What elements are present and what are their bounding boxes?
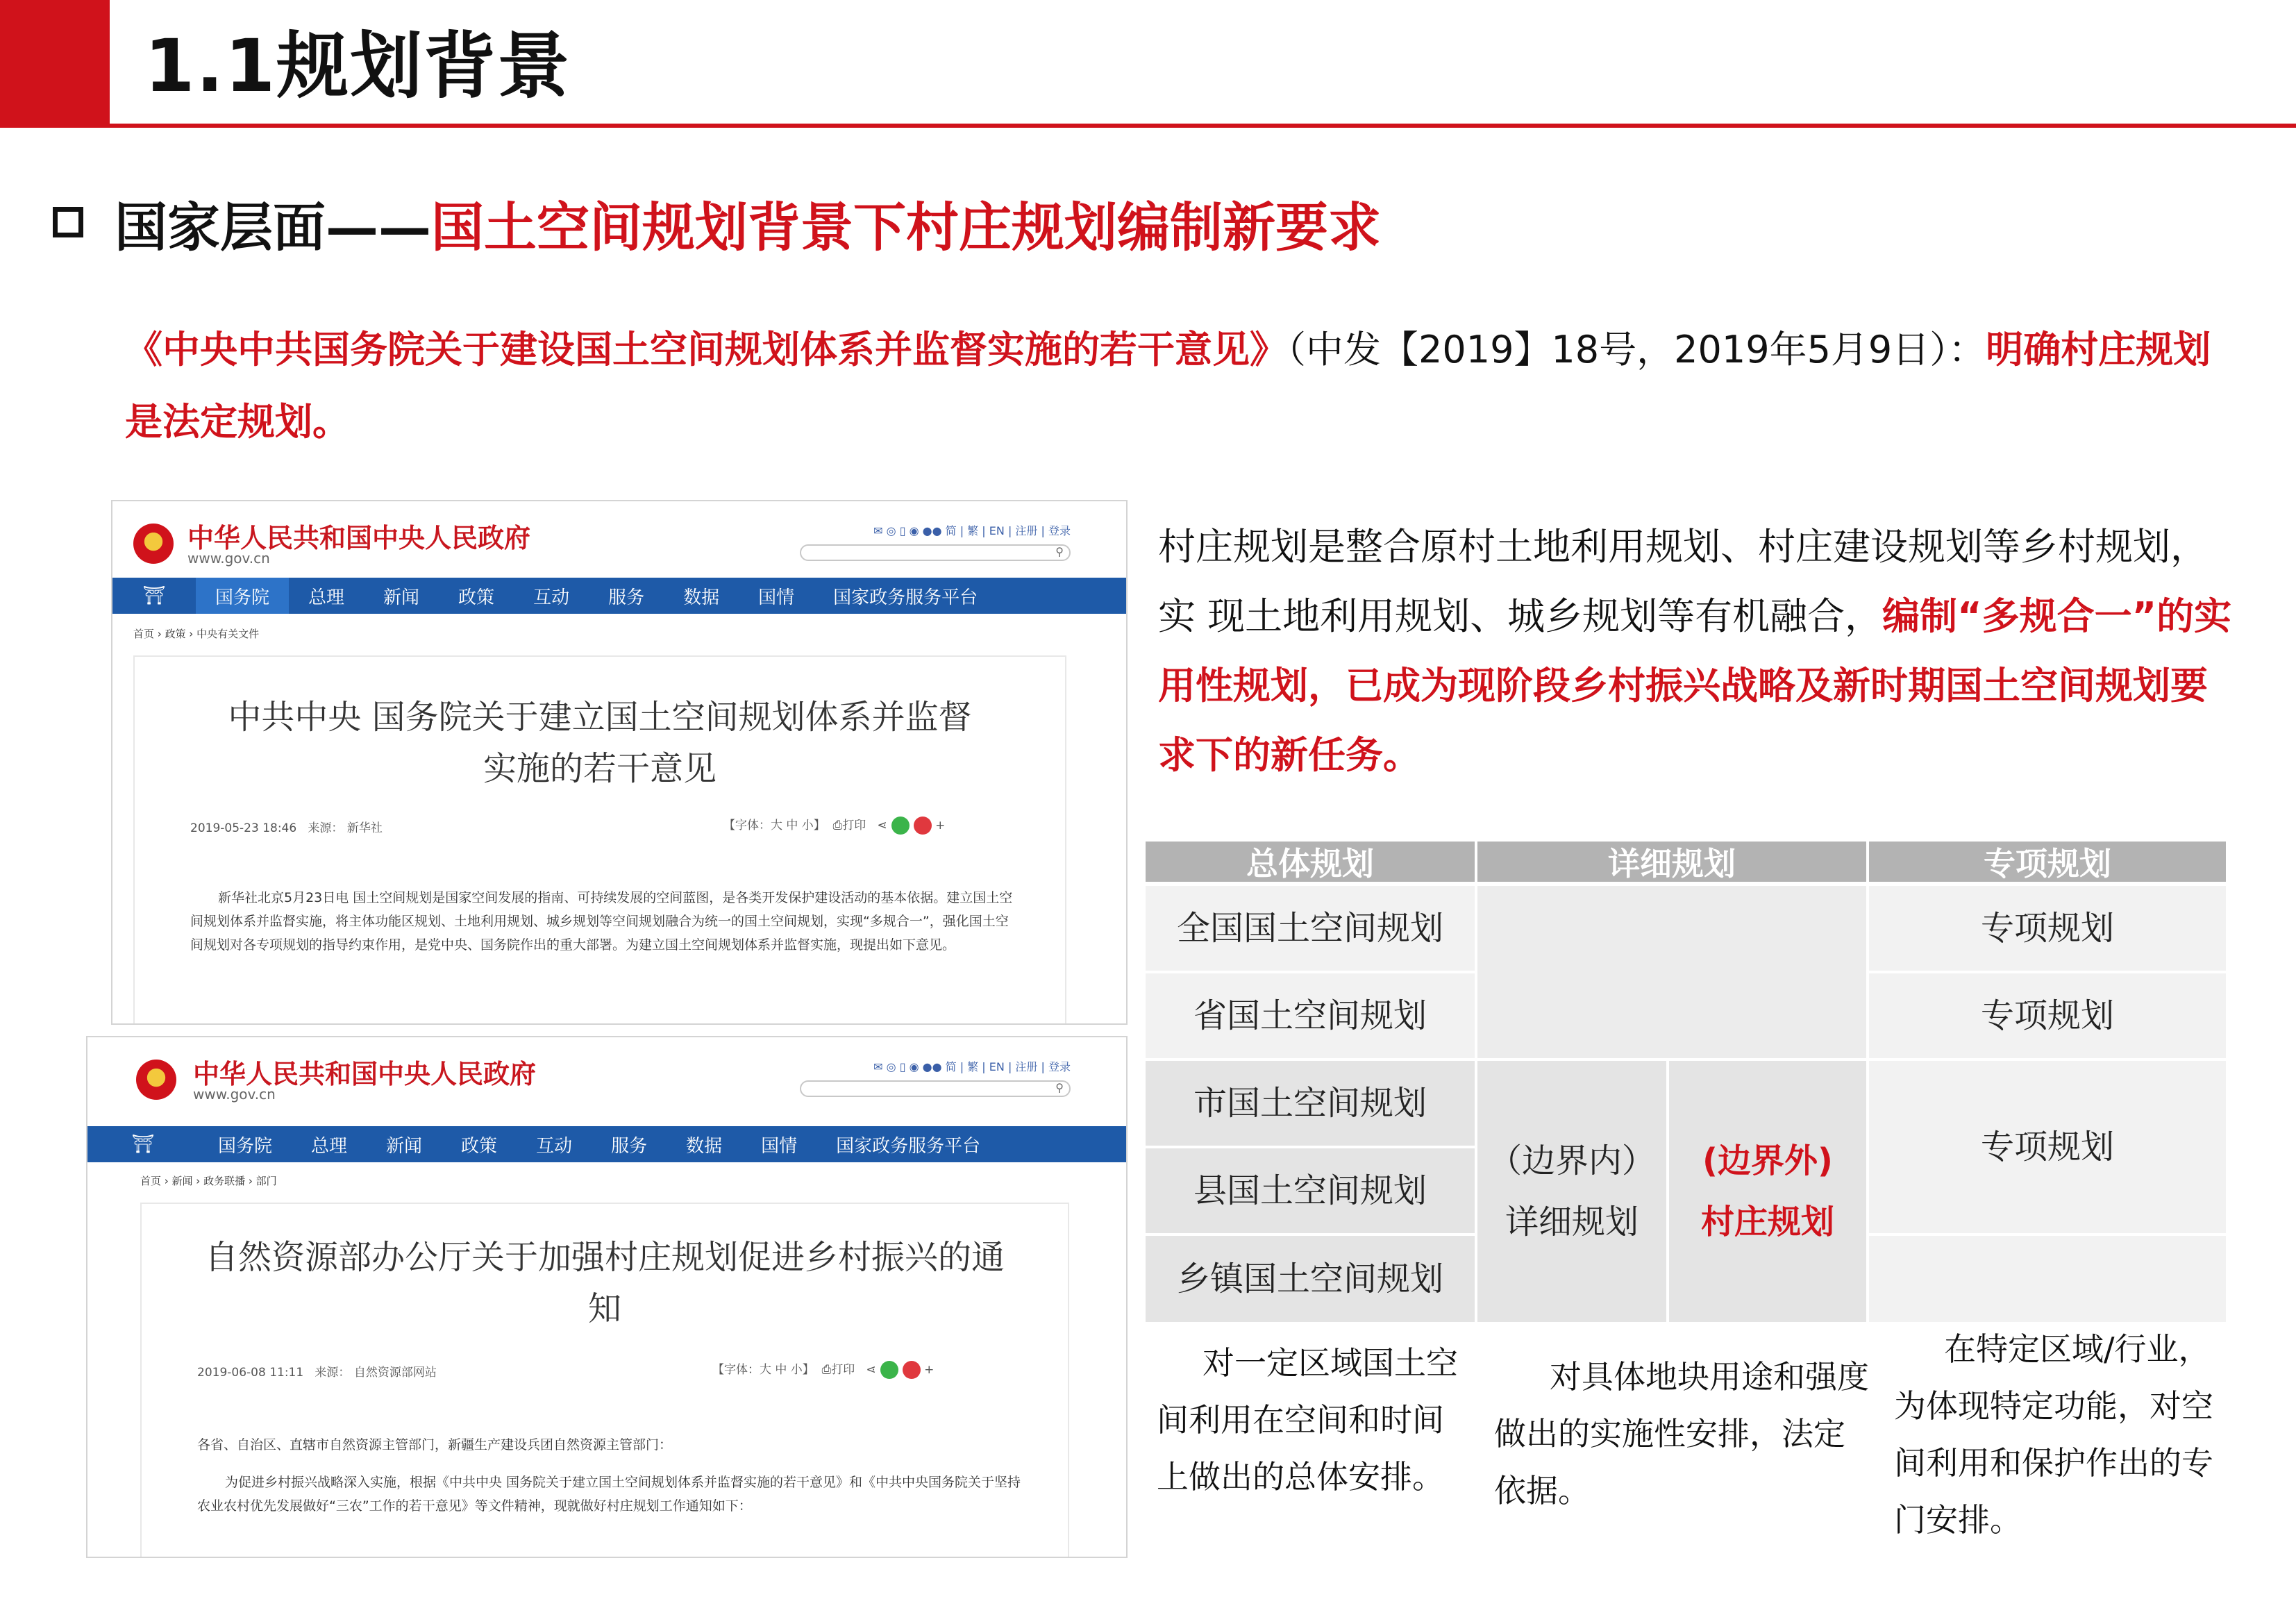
special-plan-township-empty [1869, 1236, 2226, 1322]
level-township: 乡镇国土空间规划 [1146, 1236, 1475, 1322]
top-links-text[interactable]: 简 | 繁 | EN | 注册 | 登录 [945, 1060, 1071, 1073]
village-plan-outside-boundary: (边界外) 村庄规划 [1669, 1061, 1866, 1322]
special-plan-provincial: 专项规划 [1869, 973, 2226, 1058]
special-plan-national: 专项规划 [1869, 886, 2226, 971]
nav-item-state-council[interactable]: 国务院 [196, 578, 289, 614]
print-icon[interactable]: ⎙ [821, 1363, 832, 1377]
nav-item-data[interactable]: 数据 [686, 1135, 723, 1157]
desc-overall: 对一定区域国土空间利用在空间和时间上做出的总体安排。 [1157, 1344, 1458, 1496]
level-provincial: 省国土空间规划 [1146, 973, 1475, 1058]
desc-special: 在特定区域/行业，为体现特定功能，对空间利用和保护作出的专门安排。 [1894, 1330, 2213, 1539]
wechat-icon[interactable] [880, 1361, 898, 1379]
share-icon[interactable]: ⋖ [866, 1363, 876, 1377]
tiananmen-logo-icon[interactable]: ⛩ [131, 1134, 155, 1155]
nav-item-premier[interactable]: 总理 [308, 587, 345, 608]
gov-nav-bar [87, 1126, 1126, 1162]
nav-item-premier[interactable]: 总理 [311, 1135, 348, 1157]
article-body: 新华社北京5月23日电 国土空间规划是国家空间发展的指南、可持续发展的空间蓝图，是各类开发保护建设活动的基本依据。建立国土空间规划体系并监督实施，将主体功能区规划、土地利用规划、城乡规划等空间规划融合为统一的国土空间规划，实现“多规合一”，强化国土空间规划对各专项规划的指导约束作用，是党中央、国务院作出的重大部署。为建立国土空间规划体系并监督实施，现提出如下意见。 [190, 890, 1013, 953]
nav-item-service[interactable]: 服务 [611, 1135, 648, 1157]
nav-item-policy[interactable]: 政策 [461, 1135, 498, 1157]
right-paragraph [1158, 512, 2241, 790]
gov-screenshot-2 [86, 1036, 1128, 1558]
planning-table [1146, 842, 2226, 1330]
special-plan-municipal-county: 专项规划 [1869, 1061, 2226, 1233]
nav-item-interaction[interactable]: 互动 [533, 587, 570, 608]
col-header-detailed: 详细规划 [1477, 842, 1866, 882]
article-date: 2019-06-08 11:11 [197, 1366, 304, 1380]
plus-icon[interactable]: + [935, 819, 946, 832]
article-salutation: 各省、自治区、直辖市自然资源主管部门，新疆生产建设兵团自然资源主管部门： [197, 1437, 673, 1453]
gov-site-header [112, 501, 1126, 583]
level-national: 全国国土空间规划 [1146, 886, 1475, 971]
desc-detailed: 对具体地块用途和强度做出的实施性安排，法定依据。 [1494, 1358, 1869, 1509]
wechat-icon[interactable] [891, 817, 910, 835]
nav-item-news[interactable]: 新闻 [383, 587, 420, 608]
intro-paragraph [125, 314, 2229, 458]
intro-conclusion: 明确村庄规划是法定规划。 [125, 328, 2211, 444]
print-icon[interactable]: ⎙ [832, 819, 843, 832]
heading-highlight: 国土空间规划背景下村庄规划编制新要求 [431, 196, 1381, 258]
article-meta [190, 818, 383, 835]
level-county: 县国土空间规划 [1146, 1148, 1475, 1233]
article-body: 为促进乡村振兴战略深入实施，根据《中共中央 国务院关于建立国土空间规划体系并监督实施的若干意见》和《中共中央国务院关于坚持农业农村优先发展做好“三农”工作的若干意见》等文件精神，现就做好村庄规划工作通知如下： [197, 1475, 1021, 1514]
right-paragraph-highlight: 编制“多规合一”的实用性规划，已成为现阶段乡村振兴战略及新时期国土空间规划要求下的新任务。 [1158, 594, 2232, 777]
nav-item-policy[interactable]: 政策 [458, 587, 495, 608]
article-title: 中共中央 国务院关于建立国土空间规划体系并监督实施的若干意见 [228, 698, 972, 788]
intro-doc-title: 《中央中共国务院关于建设国土空间规划体系并监督实施的若干意见》 [125, 328, 1287, 371]
search-input[interactable] [800, 544, 1071, 561]
detailed-empty-cell [1477, 886, 1866, 1058]
article-source: 来源： 新华社 [308, 821, 383, 835]
intro-doc-ref: （中发【2019】18号，2019年5月9日）： [1287, 328, 1986, 371]
national-emblem-icon [133, 524, 174, 564]
print-link[interactable]: 打印 [831, 1363, 855, 1377]
search-input[interactable] [800, 1080, 1071, 1097]
gov-site-header [87, 1037, 1126, 1119]
breadcrumb[interactable]: 首页 › 政策 › 中央有关文件 [133, 628, 260, 640]
font-size-control[interactable]: 【字体：大 中 小】 [723, 819, 826, 832]
nav-item-data[interactable]: 数据 [683, 587, 720, 608]
right-paragraph-text: 村庄规划是整合原村土地利用规划、村庄建设规划等乡村规划，实 现土地利用规划、城乡规划等有机融合， [1158, 525, 2208, 638]
nav-item-national[interactable]: 国情 [758, 587, 795, 608]
breadcrumb[interactable]: 首页 › 新闻 › 政务联播 › 部门 [140, 1175, 277, 1187]
national-emblem-icon [136, 1060, 176, 1100]
weibo-icon[interactable] [903, 1361, 921, 1379]
gov-nav-bar [112, 578, 1126, 614]
nav-item-national[interactable]: 国情 [761, 1135, 798, 1157]
gov-screenshot-1 [111, 500, 1128, 1025]
nav-item-service[interactable]: 服务 [608, 587, 645, 608]
share-icon[interactable]: ⋖ [877, 819, 887, 832]
print-link[interactable]: 打印 [842, 819, 866, 832]
plus-icon[interactable]: + [924, 1363, 935, 1377]
level-municipal: 市国土空间规划 [1146, 1061, 1475, 1146]
square-bullet-icon [53, 207, 83, 237]
article-date: 2019-05-23 18:46 [190, 821, 297, 835]
nav-item-gov-service-platform[interactable]: 国家政务服务平台 [836, 1135, 981, 1157]
top-links-text[interactable]: 简 | 繁 | EN | 注册 | 登录 [945, 524, 1071, 537]
tiananmen-logo-icon[interactable]: ⛩ [142, 585, 166, 606]
gov-site-name: 中华人民共和国中央人民政府 [193, 1059, 537, 1089]
nav-item-interaction[interactable]: 互动 [536, 1135, 573, 1157]
article-tools [712, 1359, 934, 1379]
header-red-block [0, 0, 110, 128]
heading-prefix: 国家层面—— [115, 196, 431, 258]
gov-site-url: www.gov.cn [193, 1086, 276, 1103]
gov-site-url: www.gov.cn [187, 550, 270, 567]
col-header-special: 专项规划 [1869, 842, 2226, 882]
article-card [140, 1203, 1069, 1558]
article-card [133, 655, 1066, 1025]
nav-item-news[interactable]: 新闻 [386, 1135, 423, 1157]
col-header-overall: 总体规划 [1146, 842, 1475, 882]
weibo-icon[interactable] [914, 817, 932, 835]
search-icon[interactable]: ⚲ [1055, 1081, 1064, 1094]
nav-item-gov-service-platform[interactable]: 国家政务服务平台 [833, 587, 978, 608]
nav-item-state-council[interactable]: 国务院 [218, 1135, 273, 1157]
search-icon[interactable]: ⚲ [1055, 545, 1064, 558]
detailed-within-boundary: （边界内） 详细规划 [1477, 1061, 1666, 1322]
title-divider [110, 124, 2296, 128]
top-links[interactable]: ✉ ◎ ▯ ◉ ●● 简 | 繁 | EN | 注册 | 登录 [873, 524, 1071, 537]
article-source: 来源： 自然资源部网站 [315, 1366, 437, 1380]
article-tools [723, 815, 945, 835]
top-links[interactable]: ✉ ◎ ▯ ◉ ●● 简 | 繁 | EN | 注册 | 登录 [873, 1060, 1071, 1073]
article-title: 自然资源部办公厅关于加强村庄规划促进乡村振兴的通知 [204, 1238, 1005, 1328]
page-title: 1.1规划背景 [144, 24, 571, 108]
font-size-control[interactable]: 【字体：大 中 小】 [712, 1363, 814, 1377]
section-heading [115, 193, 1381, 262]
article-meta [197, 1362, 437, 1380]
gov-site-name: 中华人民共和国中央人民政府 [187, 523, 531, 553]
